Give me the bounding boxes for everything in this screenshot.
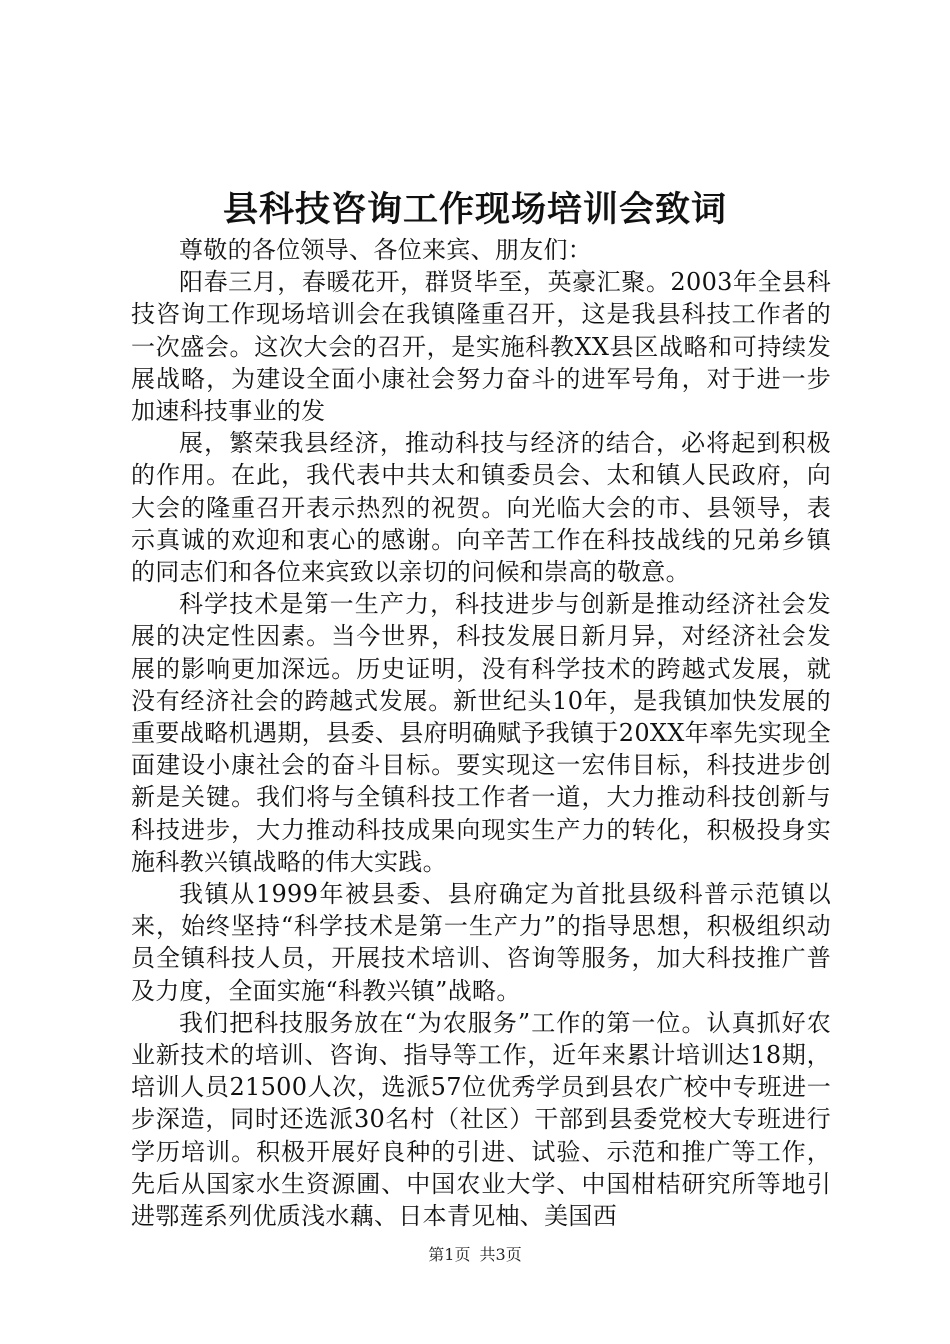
body-paragraph: 我镇从1999年被县委、县府确定为首批县级科普示范镇以来，始终坚持“科学技术是第一生产力”的指导思想，积极组织动员全镇科技人员，开展技术培训、咨询等服务，加大科技推广普及力度，全面实施“科教兴镇”战略。 xyxy=(131,880,831,1005)
page-number: 第1页 xyxy=(428,1245,471,1264)
body-paragraph: 科学技术是第一生产力，科技进步与创新是推动经济社会发展的决定性因素。当今世界，科技发展日新月异，对经济社会发展的影响更加深远。历史证明，没有科学技术的跨越式发展，就没有经济社会的跨越式发展。新世纪头10年，是我镇加快发展的重要战略机遇期，县委、县府明确赋予我镇于20XX年率先实现全面建设小康社会的奋斗目标。要实现这一宏伟目标，科技进步创新是关键。我们将与全镇科技工作者一道，大力推动科技创新与科技进步，大力推动科技成果向现实生产力的转化，积极投身实施科教兴镇战略的伟大实践。 xyxy=(131,590,831,876)
document-title: 县科技咨询工作现场培训会致词 xyxy=(222,189,727,230)
page-total: 共3页 xyxy=(479,1245,522,1264)
document-body xyxy=(131,234,831,1232)
body-paragraph: 阳春三月，春暖花开，群贤毕至，英豪汇聚。2003年全县科技咨询工作现场培训会在我镇隆重召开，这是我县科技工作者的一次盛会。这次大会的召开，是实施科教XX县区战略和可持续发展战略，为建设全面小康社会努力奋斗的进军号角，对于进一步加速科技事业的发 xyxy=(131,268,831,426)
body-paragraph: 展，繁荣我县经济，推动科技与经济的结合，必将起到积极的作用。在此，我代表中共太和镇委员会、太和镇人民政府，向大会的隆重召开表示热烈的祝贺。向光临大会的市、县领导，表示真诚的欢迎和衷心的感谢。向辛苦工作在科技战线的兄弟乡镇的同志们和各位来宾致以亲切的问候和崇高的敬意。 xyxy=(131,429,831,587)
body-paragraph: 我们把科技服务放在“为农服务”工作的第一位。认真抓好农业新技术的培训、咨询、指导等工作，近年来累计培训达18期，培训人员21500人次，选派57位优秀学员到县农广校中专班进一步深造，同时还选派30名村（社区）干部到县委党校大专班进行学历培训。积极开展好良种的引进、试验、示范和推广等工作，先后从国家水生资源圃、中国农业大学、中国柑桔研究所等地引进鄂莲系列优质浅水藕、日本青见柚、美国西 xyxy=(131,1008,831,1231)
page-footer xyxy=(0,1244,950,1266)
salutation-paragraph: 尊敬的各位领导、各位来宾、朋友们： xyxy=(179,236,593,264)
